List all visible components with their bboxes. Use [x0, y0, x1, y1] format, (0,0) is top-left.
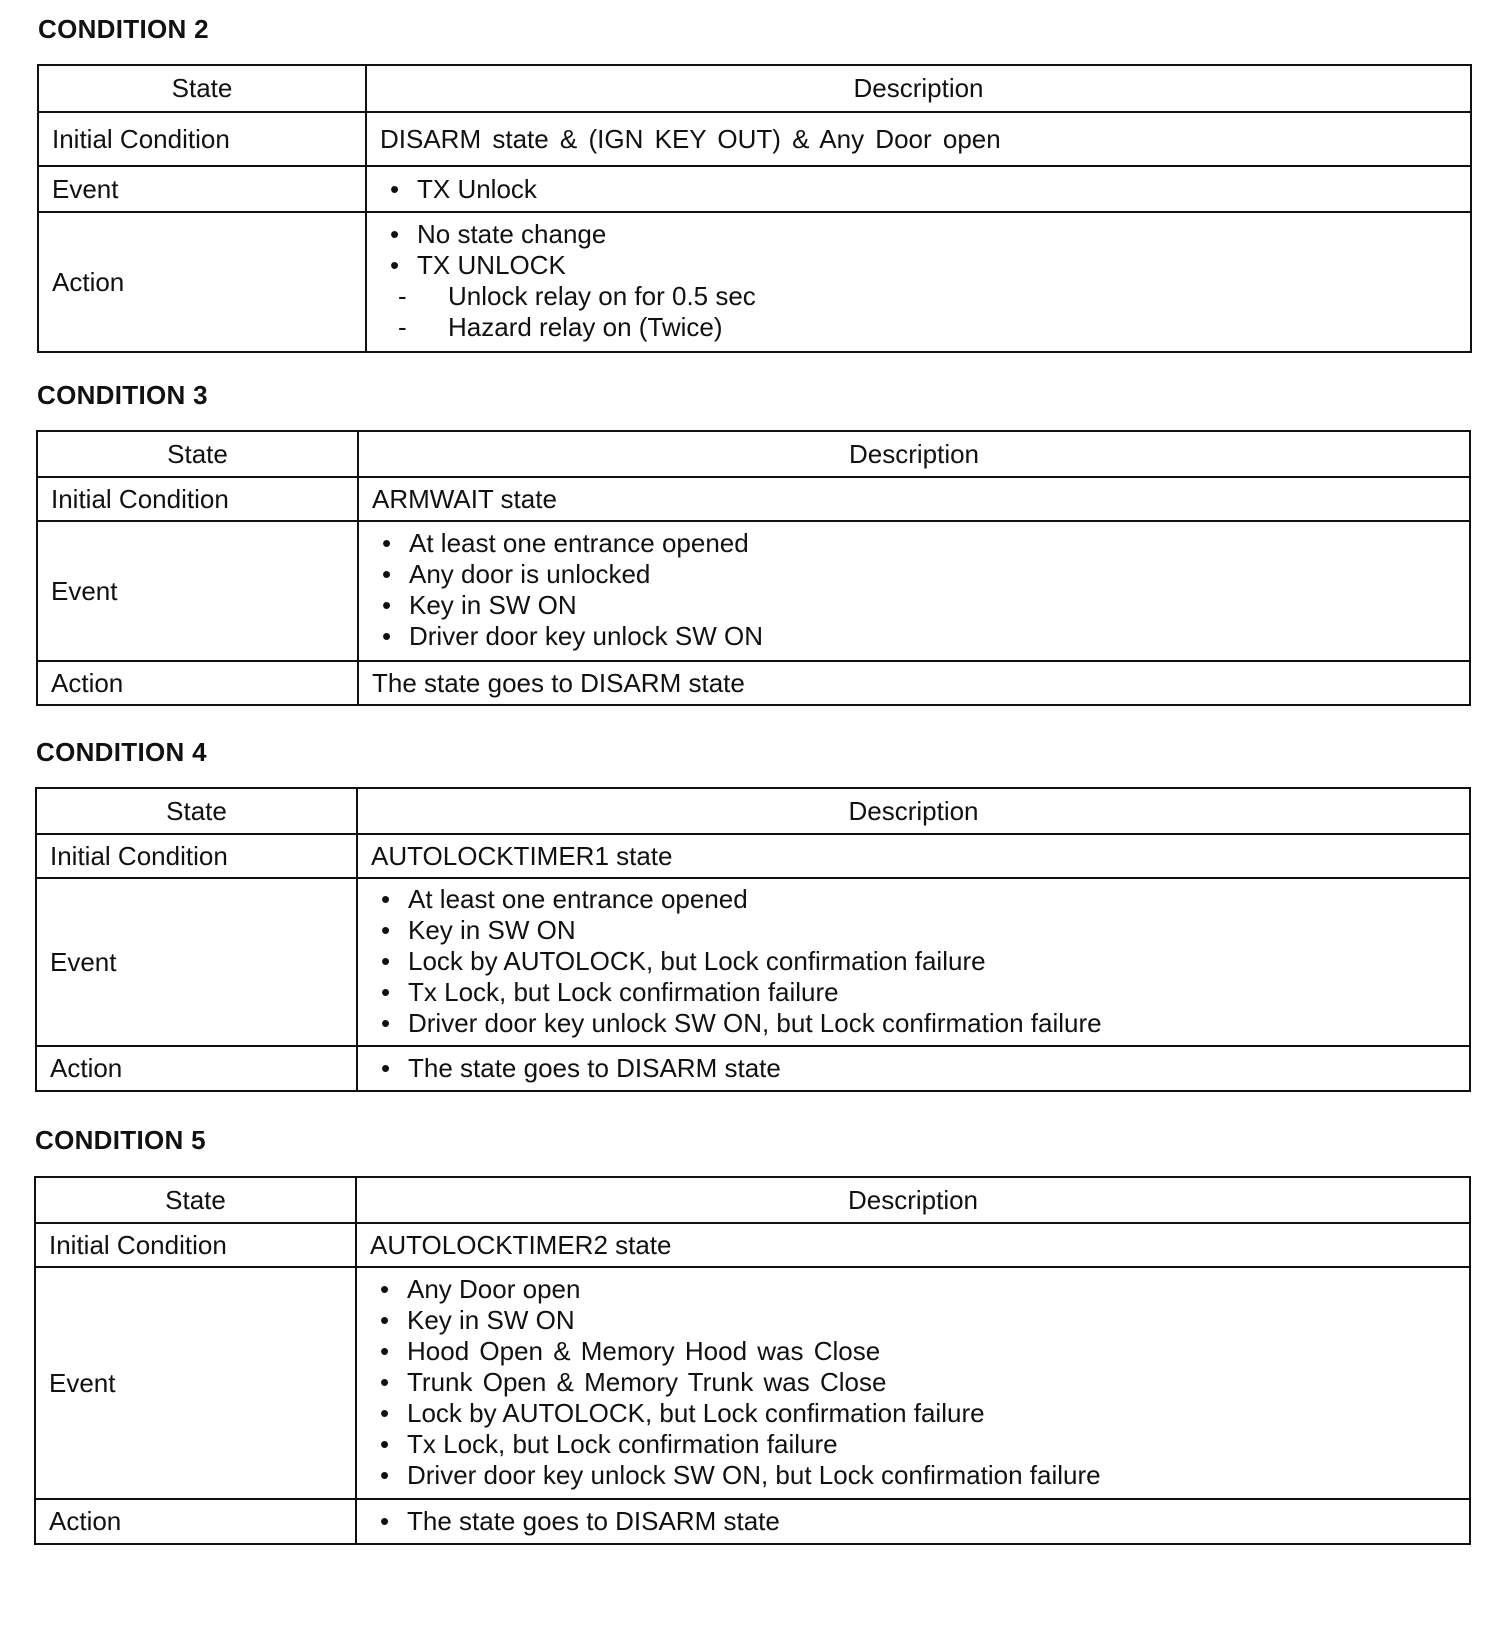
event-label: Event: [36, 878, 357, 1046]
list-item: • Key in SW ON: [380, 1305, 1469, 1336]
list-item: • Driver door key unlock SW ON: [382, 621, 1469, 652]
table-header-row: [38, 65, 1471, 112]
list-item: • No state change: [390, 219, 1470, 250]
action-list: [358, 1051, 1469, 1086]
event-list: [357, 1270, 1469, 1497]
event-list: [359, 524, 1469, 658]
table-row: [37, 521, 1470, 661]
event-list: [358, 880, 1469, 1045]
header-state: State: [38, 65, 366, 112]
list-item: • Any door is unlocked: [382, 559, 1469, 590]
action-list-cell: [366, 212, 1471, 352]
list-item: • TX UNLOCK: [390, 250, 1470, 281]
list-item: • Trunk Open & Memory Trunk was Close: [380, 1367, 1469, 1398]
list-item: • At least one entrance opened: [382, 528, 1469, 559]
action-value: The state goes to DISARM state: [358, 661, 1470, 705]
condition-3-title: CONDITION 3: [37, 380, 208, 410]
table-row: [35, 1499, 1470, 1544]
action-list: [367, 215, 1470, 287]
initial-condition-label: Initial Condition: [38, 112, 366, 166]
list-item: • Tx Lock, but Lock confirmation failure: [380, 1429, 1469, 1460]
table-header-row: [37, 431, 1470, 477]
list-item: • Tx Lock, but Lock confirmation failure: [381, 977, 1469, 1008]
table-row: [38, 166, 1471, 212]
table-row: [38, 112, 1471, 166]
list-item: • At least one entrance opened: [381, 884, 1469, 915]
event-list-cell: [358, 521, 1470, 661]
table-row: [36, 1046, 1470, 1091]
condition-3-table: [36, 430, 1471, 706]
condition-4-title: CONDITION 4: [36, 737, 207, 767]
list-item: • Driver door key unlock SW ON, but Lock confirmation failure: [380, 1460, 1469, 1491]
table-header-row: [35, 1177, 1470, 1223]
header-description: Description: [357, 788, 1470, 834]
header-description: Description: [358, 431, 1470, 477]
event-label: Event: [37, 521, 358, 661]
action-label: Action: [37, 661, 358, 705]
action-label: Action: [36, 1046, 357, 1091]
table-row: [37, 661, 1470, 705]
table-row: [38, 212, 1471, 352]
initial-condition-label: Initial Condition: [37, 477, 358, 521]
list-item: • Any Door open: [380, 1274, 1469, 1305]
list-item: • Key in SW ON: [381, 915, 1469, 946]
list-item: • Driver door key unlock SW ON, but Lock confirmation failure: [381, 1008, 1469, 1039]
action-list-cell: [356, 1499, 1470, 1544]
table-row: [35, 1223, 1470, 1267]
condition-2-title: CONDITION 2: [38, 14, 209, 44]
initial-condition-value: AUTOLOCKTIMER2 state: [356, 1223, 1470, 1267]
list-item: - Hazard relay on (Twice): [367, 312, 1470, 343]
header-state: State: [36, 788, 357, 834]
condition-2-table: [37, 64, 1472, 353]
header-description: Description: [366, 65, 1471, 112]
event-label: Event: [38, 166, 366, 212]
table-row: [36, 878, 1470, 1046]
list-item: • The state goes to DISARM state: [380, 1506, 1469, 1537]
table-row: [36, 834, 1470, 878]
action-list-cell: [357, 1046, 1470, 1091]
event-list-cell: [357, 878, 1470, 1046]
table-row: [35, 1267, 1470, 1499]
list-item: • Lock by AUTOLOCK, but Lock confirmation failure: [380, 1398, 1469, 1429]
table-row: [37, 477, 1470, 521]
header-state: State: [35, 1177, 356, 1223]
condition-5-table: [34, 1176, 1471, 1545]
condition-4-table: [35, 787, 1471, 1092]
initial-condition-label: Initial Condition: [35, 1223, 356, 1267]
table-header-row: [36, 788, 1470, 834]
list-item: • Hood Open & Memory Hood was Close: [380, 1336, 1469, 1367]
initial-condition-label: Initial Condition: [36, 834, 357, 878]
initial-condition-value: DISARM state & (IGN KEY OUT) & Any Door open: [366, 112, 1471, 166]
event-list-cell: [366, 166, 1471, 212]
condition-5-title: CONDITION 5: [35, 1125, 206, 1155]
action-list: [357, 1504, 1469, 1539]
initial-condition-value: AUTOLOCKTIMER1 state: [357, 834, 1470, 878]
header-state: State: [37, 431, 358, 477]
list-item: • Key in SW ON: [382, 590, 1469, 621]
list-item: • Lock by AUTOLOCK, but Lock confirmation failure: [381, 946, 1469, 977]
list-item: • TX Unlock: [390, 174, 1470, 205]
event-label: Event: [35, 1267, 356, 1499]
event-list-cell: [356, 1267, 1470, 1499]
initial-condition-value: ARMWAIT state: [358, 477, 1470, 521]
action-label: Action: [38, 212, 366, 352]
list-item: - Unlock relay on for 0.5 sec: [367, 281, 1470, 312]
action-label: Action: [35, 1499, 356, 1544]
event-list: [367, 172, 1470, 207]
header-description: Description: [356, 1177, 1470, 1223]
action-sub-list: [367, 281, 1470, 349]
list-item: • The state goes to DISARM state: [381, 1053, 1469, 1084]
